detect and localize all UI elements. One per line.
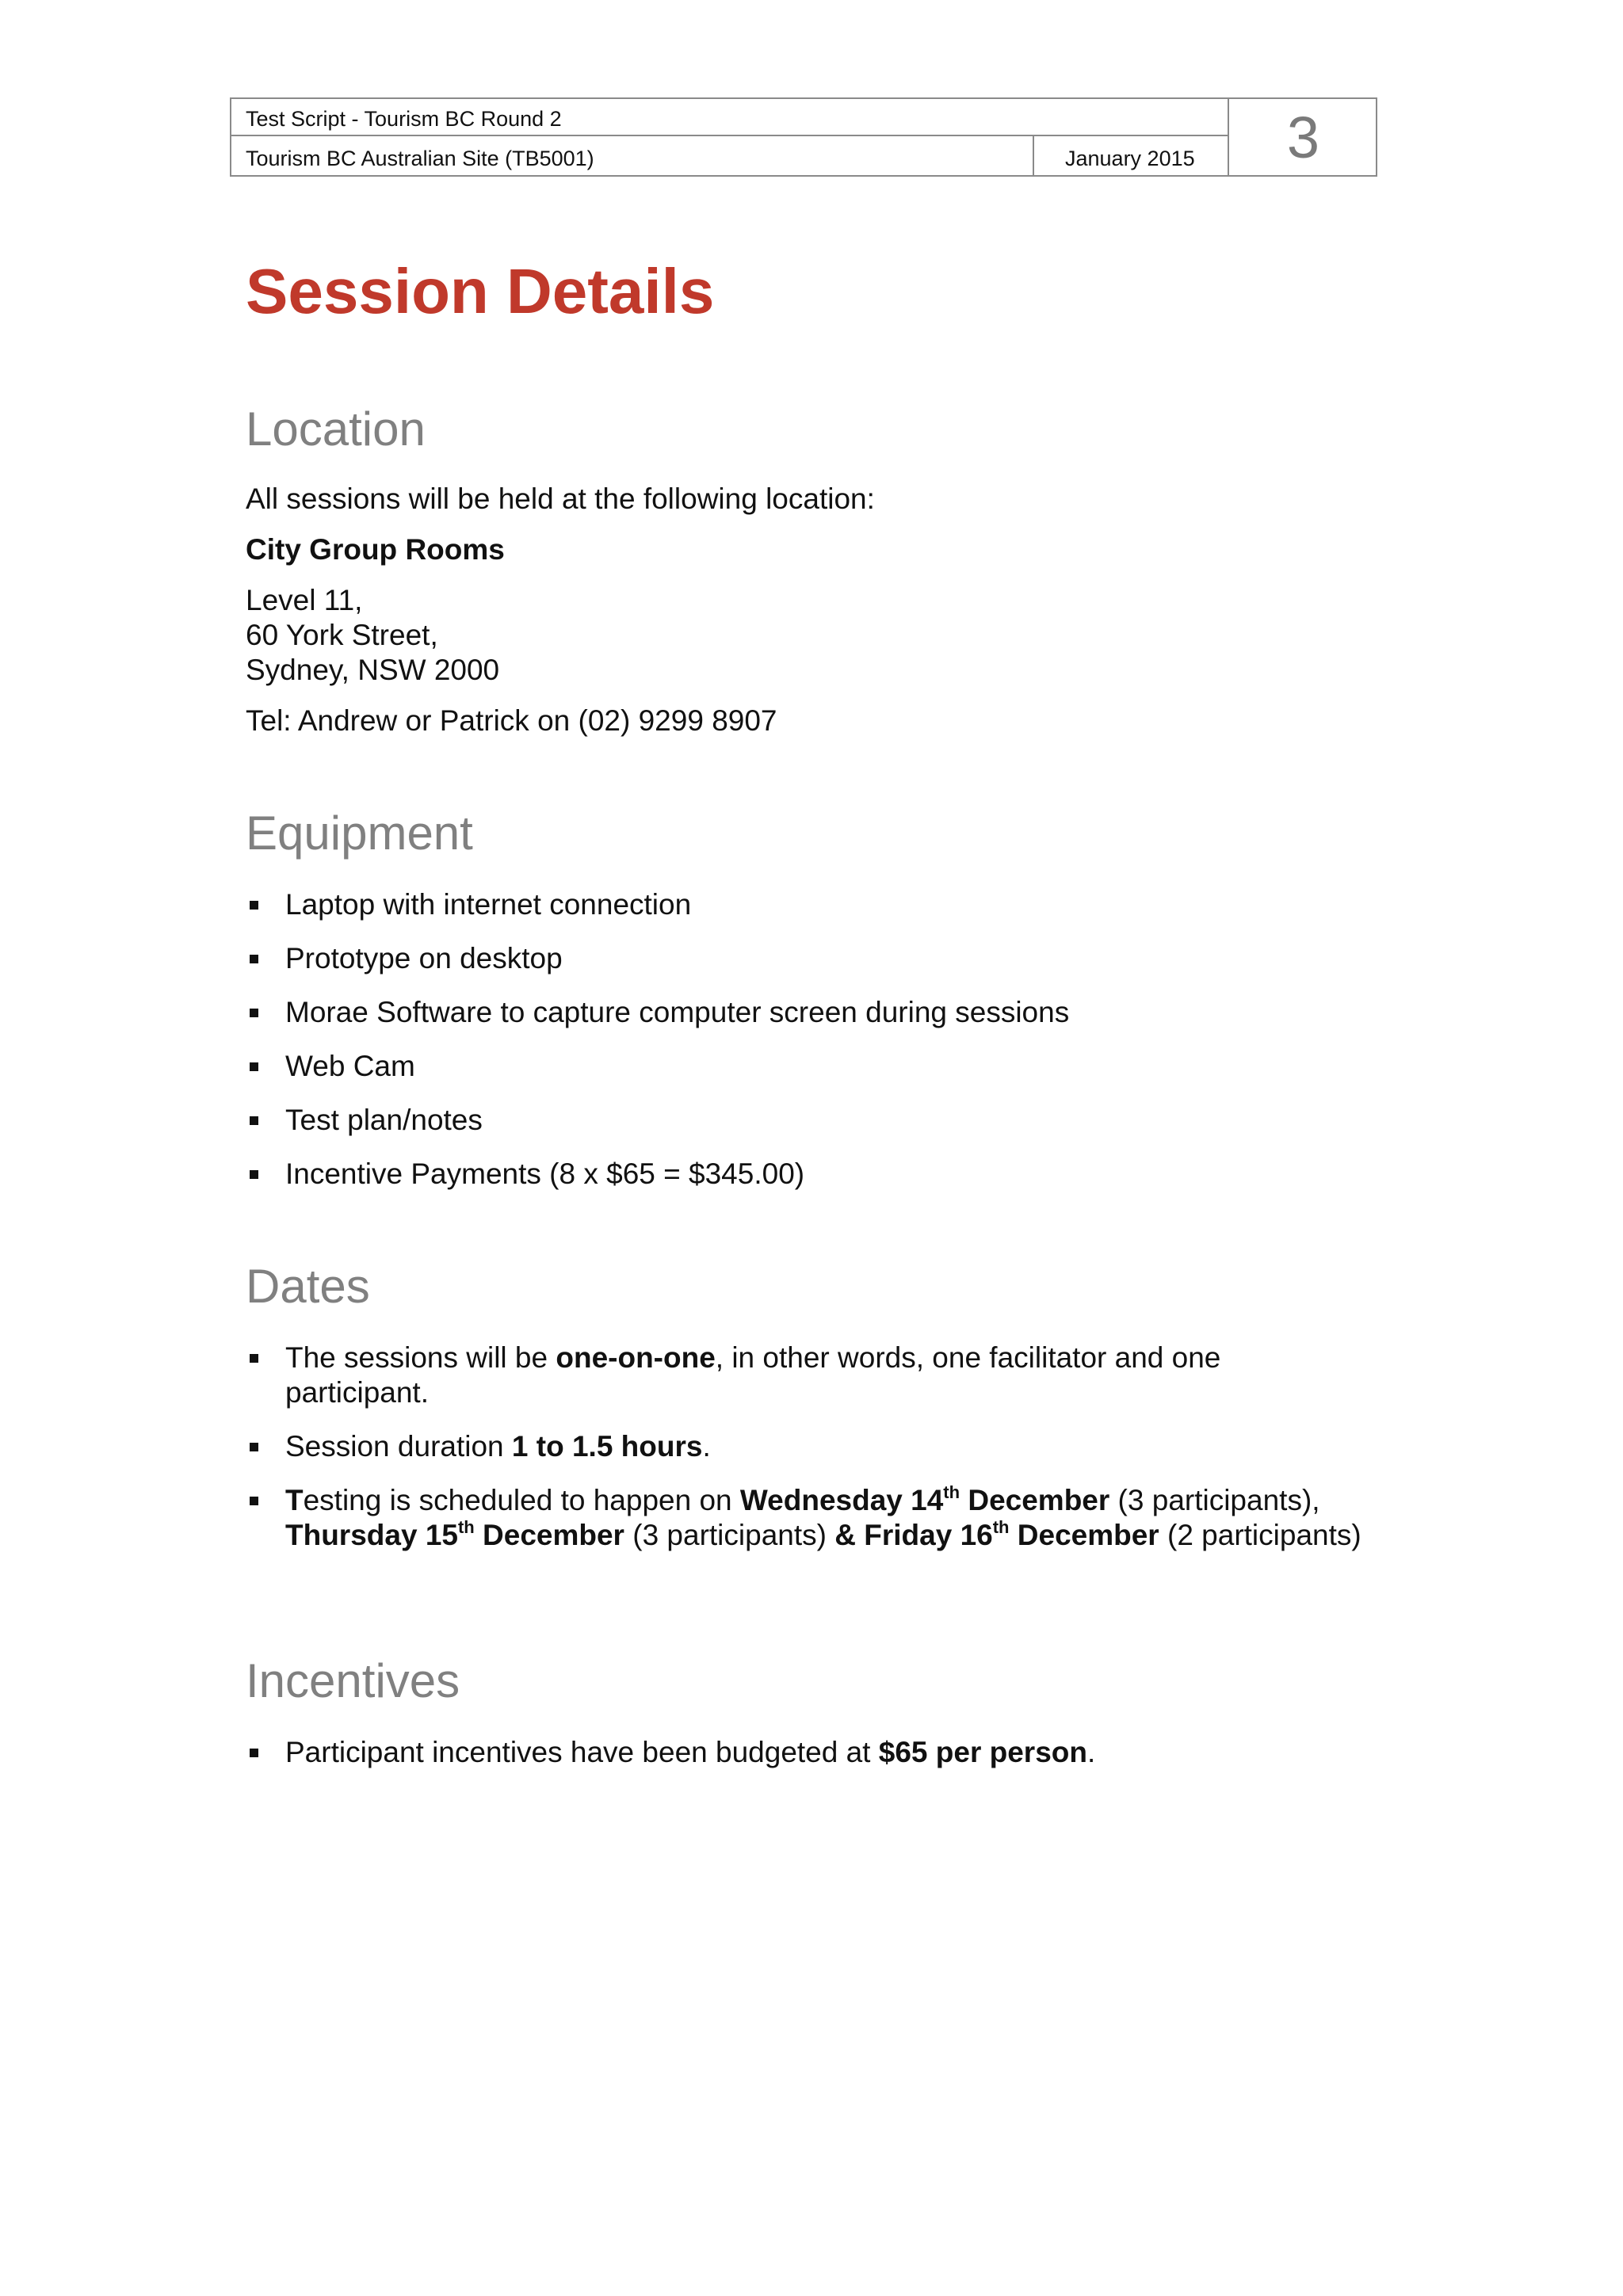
page-header xyxy=(230,97,1377,177)
equipment-list xyxy=(246,887,1371,1192)
address-line: Level 11, xyxy=(246,584,363,616)
location-heading: Location xyxy=(246,402,426,456)
venue-name: City Group Rooms xyxy=(246,533,505,566)
list-item: Web Cam xyxy=(246,1049,1371,1084)
page-title: Session Details xyxy=(246,256,715,326)
list-item: Laptop with internet connection xyxy=(246,887,1371,922)
page-number: 3 xyxy=(1286,105,1320,170)
telephone: Tel: Andrew or Patrick on (02) 9299 8907 xyxy=(246,704,777,737)
header-site: Tourism BC Australian Site (TB5001) xyxy=(246,147,594,170)
list-item: The sessions will be one-on-one, in other words, one facilitator and one participant. xyxy=(246,1341,1308,1410)
header-title: Test Script - Tourism BC Round 2 xyxy=(246,107,562,131)
list-item: Testing is scheduled to happen on Wednesday 14th December (3 participants), Thursday 15th December (3 participants) & Friday 16th December (2 participants) xyxy=(246,1483,1387,1553)
list-item: Prototype on desktop xyxy=(246,941,1371,976)
header-date: January 2015 xyxy=(1065,147,1195,170)
list-item: Incentive Payments (8 x $65 = $345.00) xyxy=(246,1157,1371,1192)
list-item: Morae Software to capture computer screen during sessions xyxy=(246,995,1371,1030)
list-item: Session duration 1 to 1.5 hours. xyxy=(246,1429,1371,1464)
header-row-site xyxy=(231,136,1228,177)
address-line: 60 York Street, xyxy=(246,619,438,651)
list-item: Participant incentives have been budgeted at $65 per person. xyxy=(246,1735,1371,1770)
address-line: Sydney, NSW 2000 xyxy=(246,654,500,686)
equipment-heading: Equipment xyxy=(246,807,473,860)
dates-list xyxy=(246,1341,1371,1553)
list-item: Test plan/notes xyxy=(246,1103,1371,1138)
dates-heading: Dates xyxy=(246,1260,370,1313)
incentives-heading: Incentives xyxy=(246,1654,460,1707)
header-row-title xyxy=(231,99,1228,136)
incentives-list xyxy=(246,1735,1371,1770)
location-intro: All sessions will be held at the following location: xyxy=(246,482,875,515)
header-divider xyxy=(1033,136,1034,177)
